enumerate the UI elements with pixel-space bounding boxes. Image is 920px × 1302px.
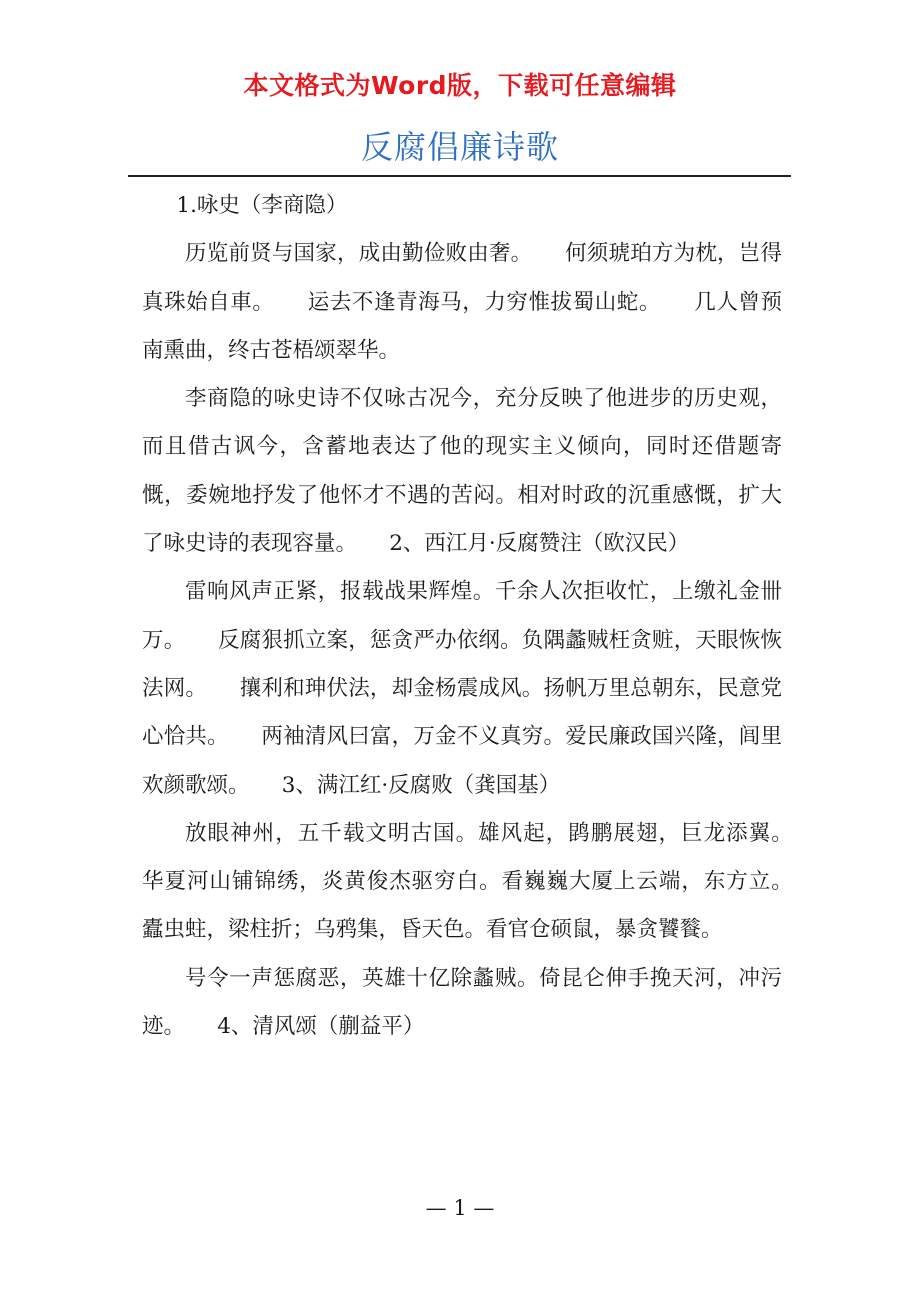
page-title: 反腐倡廉诗歌: [360, 128, 559, 166]
title-divider: [128, 175, 791, 177]
paragraph: 号令一声惩腐恶，英雄十亿除蠡贼。倚昆仑伸手挽天河，冲污迹。 4、清风颂（蒯益平）: [142, 965, 782, 1040]
download-notice-banner: 本文格式为Word版，下载可任意编辑: [243, 71, 677, 100]
paragraph: 历览前贤与国家，成由勤俭败由奢。 何须琥珀方为枕，岂得真珠始自車。 运去不逢青海马，力穷惟拔蜀山蛇。 几人曾预南熏曲，终古苍梧颂翠华。: [142, 241, 782, 363]
document-body: [142, 182, 826, 1051]
page-number: — 1 —: [425, 1196, 495, 1220]
paragraph: 雷响风声正紧，报载战果辉煌。千余人次拒收忙，上缴礼金卌万。 反腐狠抓立案，惩贪严办依纲。负隅蠡贼枉贪赃，天眼恢恢法网。 攘利和珅伏法，却金杨震成风。扬帆万里总朝东，民意党心恰共。 两袖清风曰富，万金不义真穷。爱民廉政国兴隆，闾里欢颜歌颂。 3、满江红·反腐败（龚国基）: [142, 579, 782, 798]
paragraph: 李商隐的咏史诗不仅咏古况今，充分反映了他进步的历史观，而且借古讽今，含蓄地表达了他的现实主义倾向，同时还借题寄慨，委婉地抒发了他怀才不遇的苦闷。相对时政的沉重感慨，扩大了咏史诗的表现容量。 2、西江月·反腐赞注（欧汉民）: [142, 386, 782, 557]
paragraph: 放眼神州，五千载文明古国。雄风起，鹍鹏展翅，巨龙添翼。 华夏河山铺锦绣，炎黄俊杰驱穷白。看巍巍大厦上云端，东方立。 蠹虫蛀，梁柱折；乌鸦集，昏天色。看官仓硕鼠，暴贪饕餮。: [142, 820, 826, 943]
poem-heading: 1.咏史（李商隐）: [176, 193, 348, 218]
